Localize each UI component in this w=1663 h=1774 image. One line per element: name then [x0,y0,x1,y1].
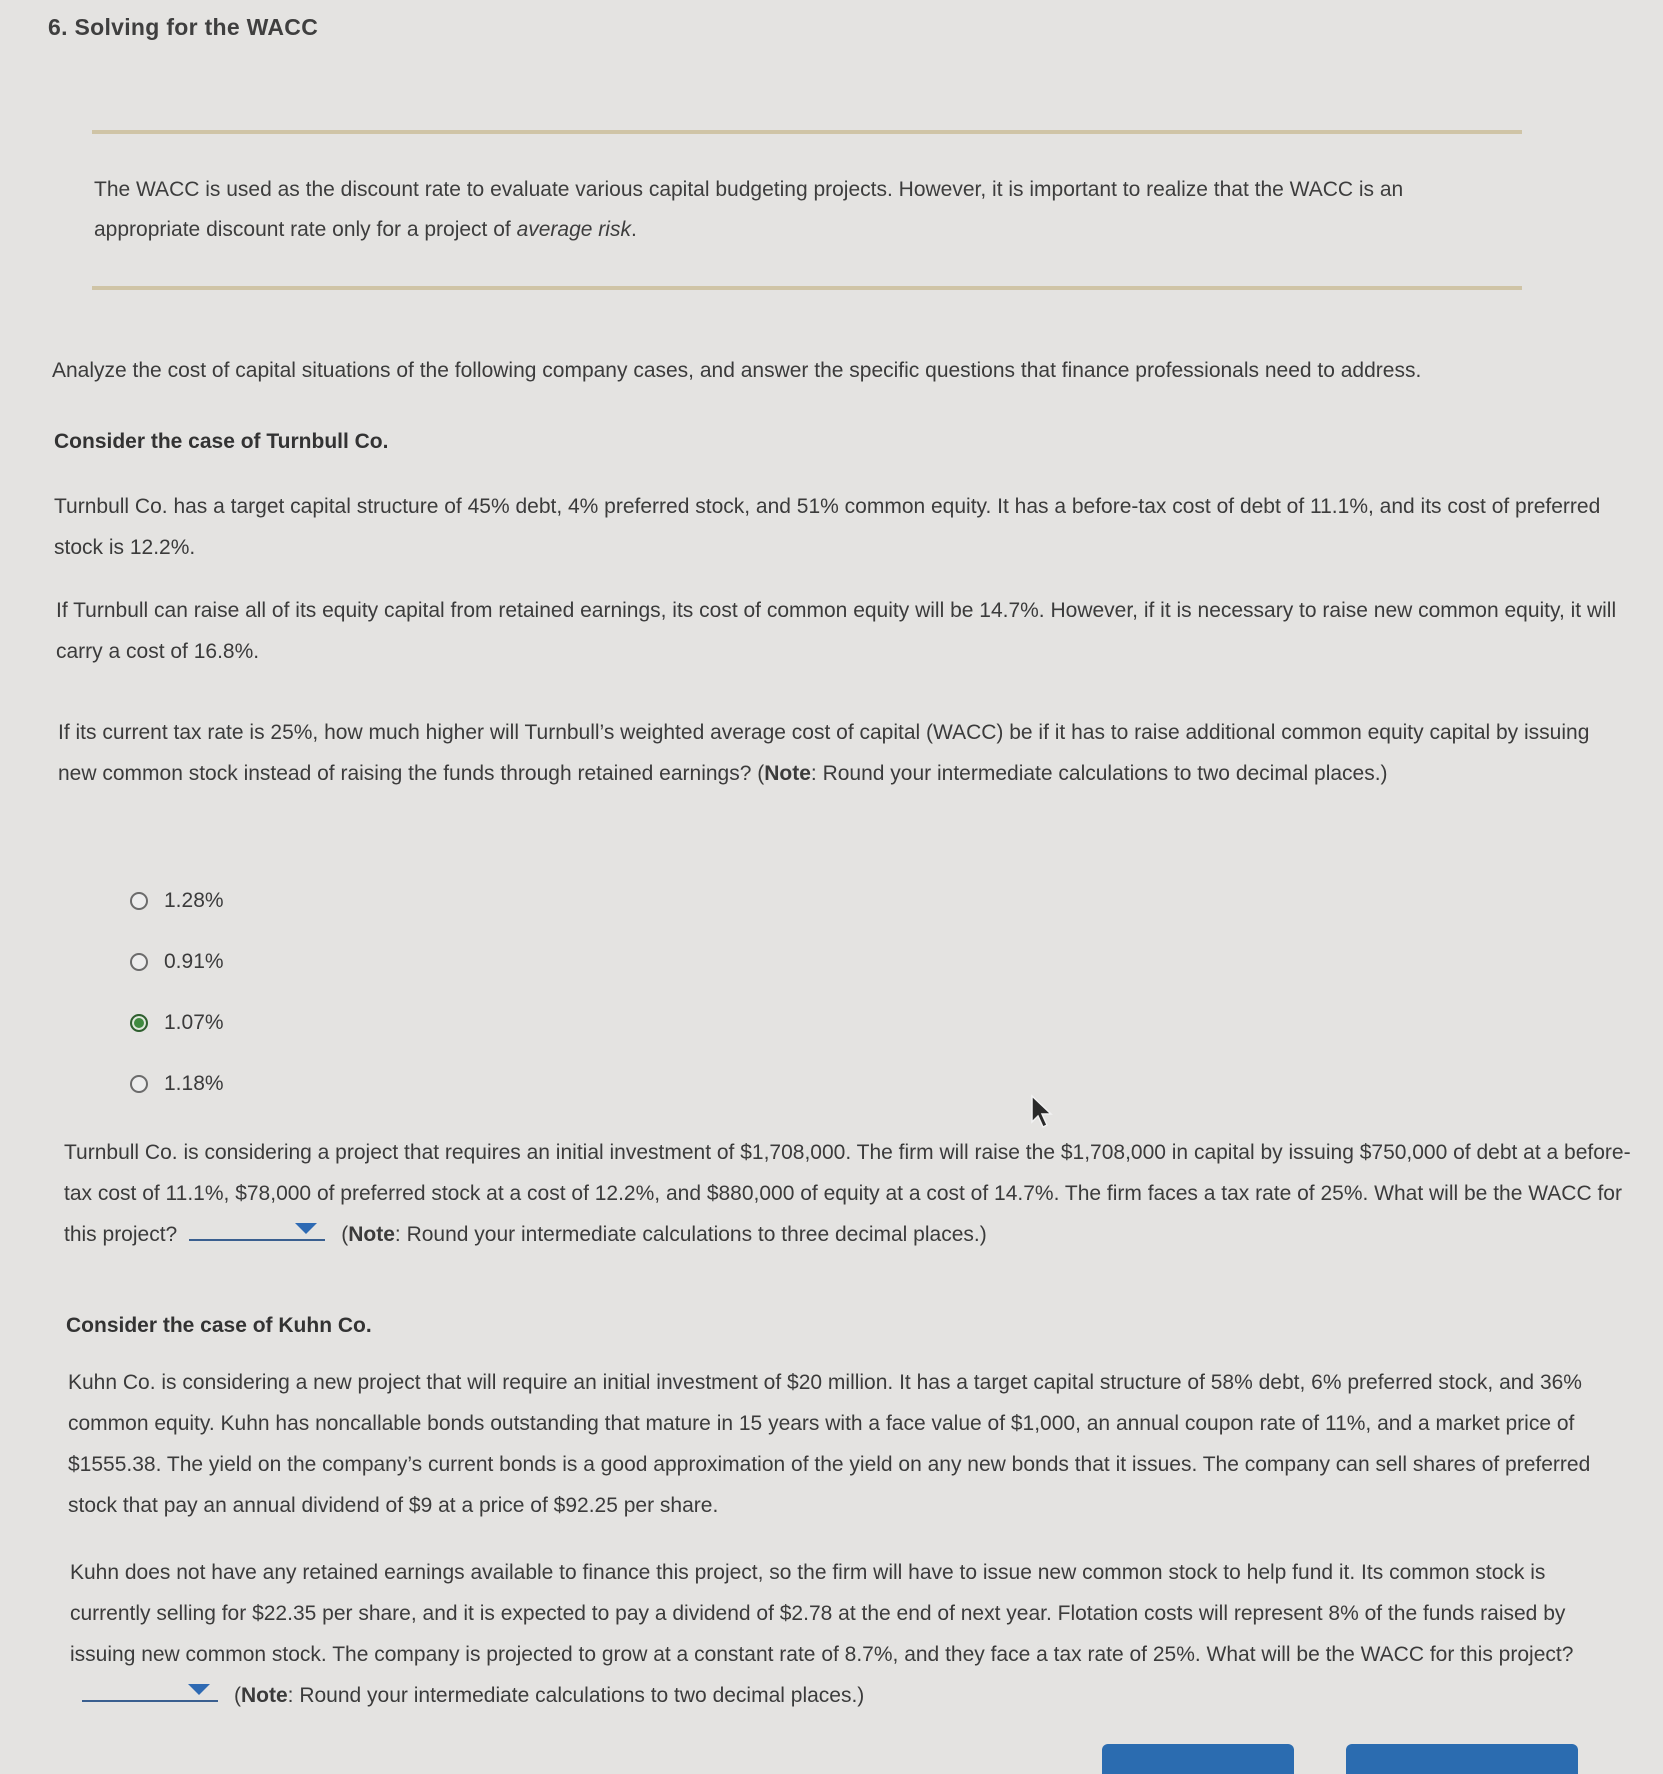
answer-option-selected[interactable] [130,992,530,1053]
answer-option[interactable] [130,870,530,931]
kuhn-paragraph-1: Kuhn Co. is considering a new project that will require an initial investment of $20 million. It has a target capital structure of 58% debt, 6% preferred stock, and 36% common equity. Kuhn has noncallable bonds outstanding that mature in 15 years with a face value of $1,000, an annual coupon rate of 11%, and a market price of $1555.38. The yield on the company’s current bonds is a good approximation of the yield on any new bonds that it issues. The company can sell shares of preferred stock that pay an annual dividend of $9 at a price of $92.25 per share. [68,1371,1591,1517]
chevron-down-icon [295,1223,317,1234]
info-callout [92,130,1522,290]
note-label: Note [241,1684,288,1707]
callout-text-part-1: The WACC is used as the discount rate to evaluate various capital budgeting projects. However, it is important to realize that the WACC is an appropriate discount rate only for a project of [94,178,1404,241]
note-text: : Round your intermediate calculations to two decimal places.) [287,1684,865,1707]
answer-option-label: 1.07% [164,1010,224,1034]
question-title: 6. Solving for the WACC [48,14,319,40]
intro-text: Analyze the cost of capital situations of the following company cases, and answer the specific questions that finance professionals need to address. [52,359,1422,382]
mouse-cursor-icon [1030,1094,1056,1130]
note-label: Note [764,762,811,785]
answer-option[interactable] [130,1053,530,1114]
chevron-down-icon [188,1684,210,1695]
answer-options [130,870,530,1114]
turnbull-project-text: Turnbull Co. is considering a project that requires an initial investment of $1,708,000. The firm will raise the $1,708,000 in capital by issuing $750,000 of debt at a before-tax cost of 11.1%, $78,000 of preferred stock at a cost of 12.2%, and $880,000 of equity at a cost of 14.7%. The firm faces a tax rate of 25%. What will be the WACC for this project? [64,1141,1631,1246]
radio-button[interactable] [130,1075,148,1093]
callout-text [94,170,1514,250]
radio-button[interactable] [130,953,148,971]
kuhn-project-text: Kuhn does not have any retained earnings available to finance this project, so the firm will have to issue new common stock to help fund it. Its common stock is currently selling for $22.35 per share, and it is expected to pay a dividend of $2.78 at the end of next year. Flotation costs will represent 8% of the funds raised by issuing new common stock. The company is projected to grow at a constant rate of 8.7%, and they face a tax rate of 25%. What will be the WACC for this project? [70,1561,1574,1666]
note-text: : Round your intermediate calculations to three decimal places.) [394,1223,987,1246]
turnbull-heading: Consider the case of Turnbull Co. [54,430,389,453]
radio-button[interactable] [130,892,148,910]
turnbull-question-text: If its current tax rate is 25%, how much higher will Turnbull’s weighted average cost of capital (WACC) be if it has to raise additional common equity capital by issuing new common stock instead of raising the funds through retained earnings? ( [58,721,1590,785]
turnbull-wacc-dropdown[interactable] [189,1215,325,1241]
bottom-action-button-right[interactable] [1346,1744,1578,1774]
callout-emphasis: average risk [516,218,631,241]
turnbull-question-wacc-difference [58,712,1628,794]
note-open-paren: ( [341,1223,349,1246]
bottom-action-button-left[interactable] [1102,1744,1294,1774]
answer-option-label: 1.28% [164,888,224,912]
note-open-paren: ( [234,1684,241,1707]
kuhn-heading: Consider the case of Kuhn Co. [66,1314,372,1337]
callout-text-part-2: . [630,218,637,241]
answer-option-label: 1.18% [164,1071,224,1095]
note-text: : Round your intermediate calculations to two decimal places.) [810,762,1388,785]
turnbull-project-question [64,1132,1644,1255]
kuhn-wacc-dropdown[interactable] [82,1676,218,1702]
note-label: Note [348,1223,395,1246]
radio-button-selected[interactable] [130,1014,148,1032]
answer-option-label: 0.91% [164,949,224,973]
turnbull-paragraph-1: Turnbull Co. has a target capital structure of 45% debt, 4% preferred stock, and 51% common equity. It has a before-tax cost of debt of 11.1%, and its cost of preferred stock is 12.2%. [54,495,1601,559]
answer-option[interactable] [130,931,530,992]
turnbull-paragraph-2: If Turnbull can raise all of its equity capital from retained earnings, its cost of common equity will be 14.7%. However, if it is necessary to raise new common equity, it will carry a cost of 16.8%. [56,599,1617,663]
kuhn-project-question [70,1552,1630,1716]
